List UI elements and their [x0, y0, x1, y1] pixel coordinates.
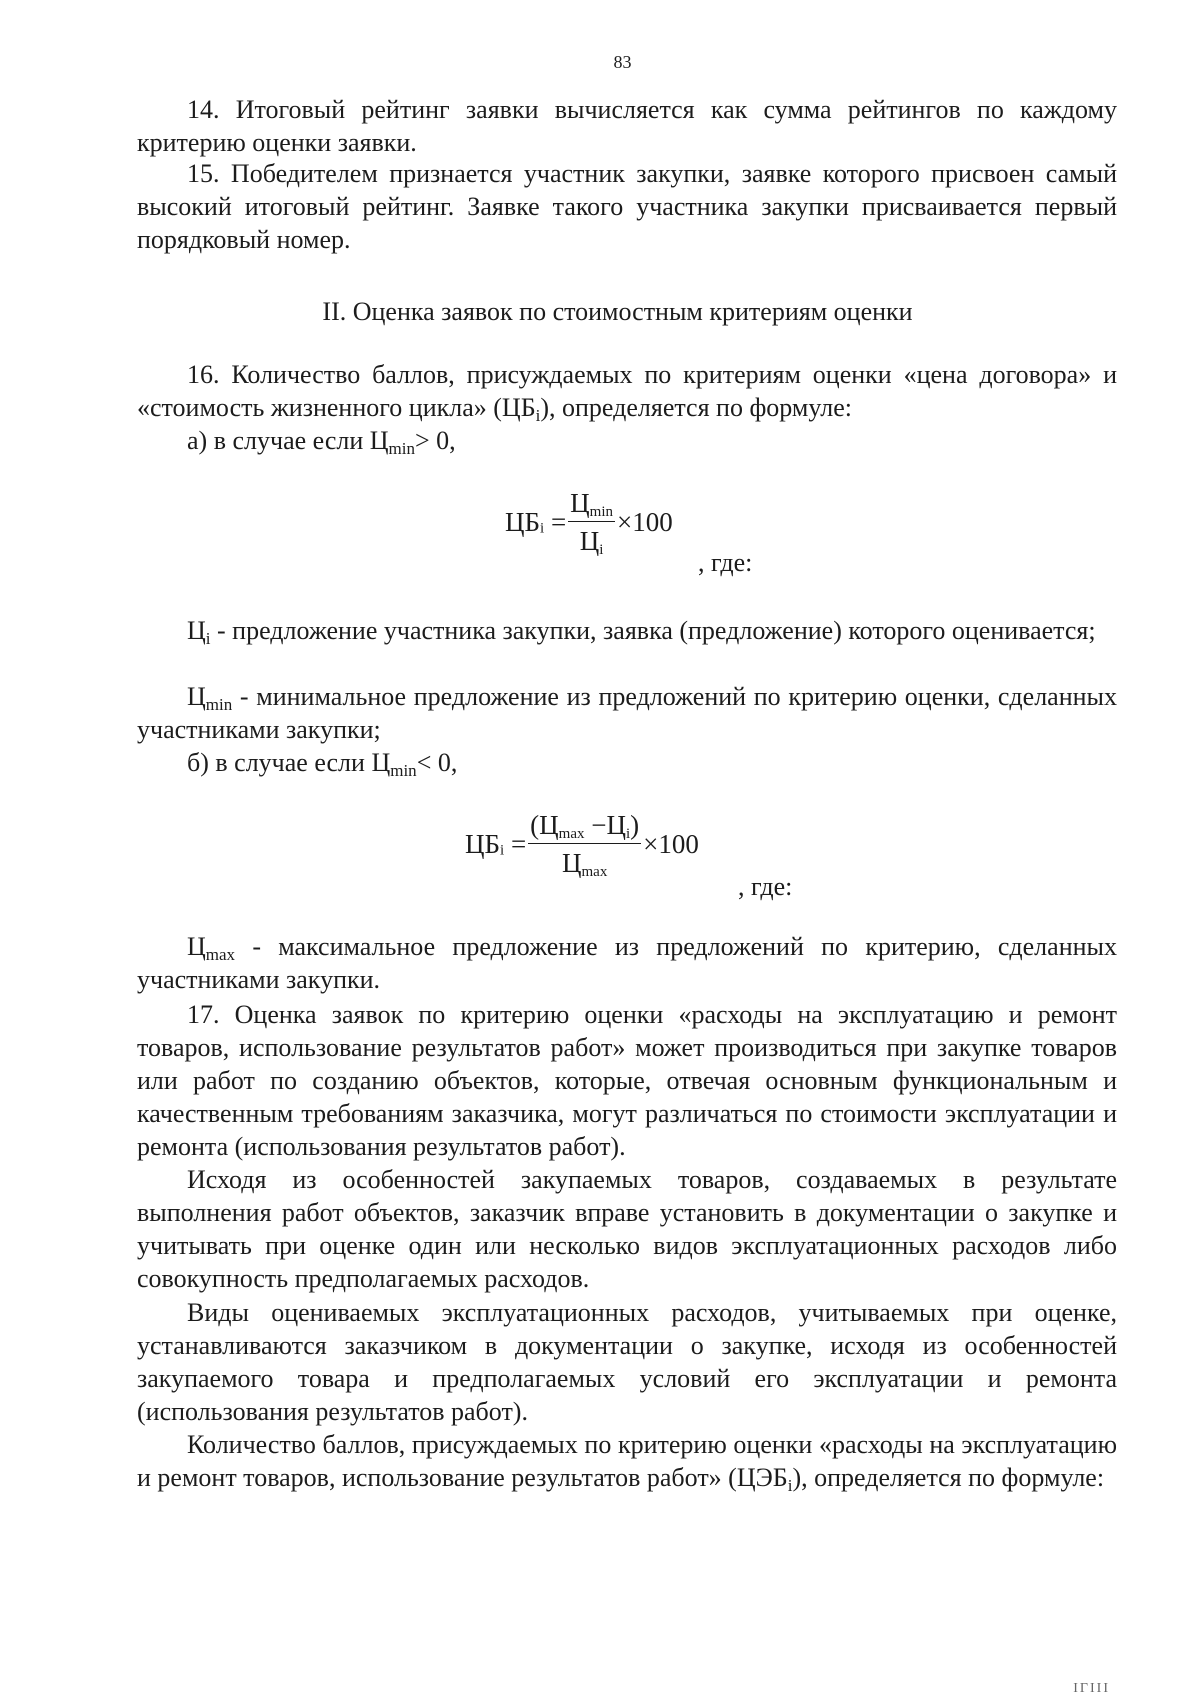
- formula1-fraction: $\frac{Ц\min}{Цi}$: [570, 488, 614, 558]
- paragraph-14: 14. Итоговый рейтинг заявки вычисляется как сумма рейтингов по каждому критерию оценки заявки.: [137, 95, 1117, 157]
- paragraph-17: 17. Оценка заявок по критерию оценки «расходы на эксплуатацию и ремонт товаров, использование результатов работ» может производиться при закупке товаров или работ по созданию объектов, которые, отвечая основным функциональным и качественным требованиям заказчика, могут различаться по стоимости эксплуатации и ремонта (использования результатов работ).: [137, 1000, 1117, 1161]
- definition-ci: $Ц_i$ - предложение участника закупки, заявка (предложение) которого оценивается;: [187, 616, 1096, 648]
- case-a-condition: а) в случае если $Ц_{min}> 0$,: [187, 426, 456, 458]
- definition-cmin: $Ц_{min}$ - минимальное предложение из предложений по критерию оценки, сделанных участниками закупки;: [137, 682, 1117, 744]
- formula-price-score-positive: ЦБi = $\frac{Ц\min}{Цi}$ ×100: [505, 488, 673, 558]
- page-number: 83: [613, 52, 632, 72]
- footer-marks: ΙΓΙΙΙ: [1073, 1681, 1110, 1696]
- formula-price-score-negative: ЦБi = $\frac{(Ц\max -Цi)}{Ц\max}$ ×100: [465, 810, 699, 880]
- paragraph-16: 16. Количество баллов, присуждаемых по критериям оценки «цена договора» и «стоимость жизненного цикла» $(ЦБ_i)$, определяется по формуле:: [137, 360, 1117, 425]
- definition-cmax: $Ц_{max}$ - максимальное предложение из предложений по критерию, сделанных участниками закупки.: [137, 932, 1117, 994]
- section-heading: II. Оценка заявок по стоимостным критериям оценки: [322, 297, 913, 326]
- where-label-2: , где:: [738, 872, 793, 901]
- paragraph-19: Виды оцениваемых эксплуатационных расходов, учитываемых при оценке, устанавливаются заказчиком в документации о закупке, исходя из особенностей закупаемого товара и предполагаемых условий его эксплуатации и ремонта (использования результатов работ).: [137, 1298, 1117, 1426]
- case-b-condition: б) в случае если $Ц_{min}< 0$,: [187, 748, 458, 780]
- paragraph-15: 15. Победителем признается участник закупки, заявке которого присвоен самый высокий итоговый рейтинг. Заявке такого участника закупки присваивается первый порядковый номер.: [137, 159, 1117, 254]
- where-label-1: , где:: [698, 548, 753, 577]
- paragraph-18: Исходя из особенностей закупаемых товаров, создаваемых в результате выполнения работ объектов, заказчик вправе установить в документации о закупке и учитывать при оценке один или несколько видов эксплуатационных расходов либо совокупность предполагаемых расходов.: [137, 1165, 1117, 1293]
- paragraph-20: Количество баллов, присуждаемых по критерию оценки «расходы на эксплуатацию и ремонт товаров, использование результатов работ» $(ЦЭБ_i)$, определяется по формуле:: [137, 1430, 1117, 1495]
- formula2-fraction: $\frac{(Ц\max -Цi)}{Ц\max}$: [530, 810, 640, 880]
